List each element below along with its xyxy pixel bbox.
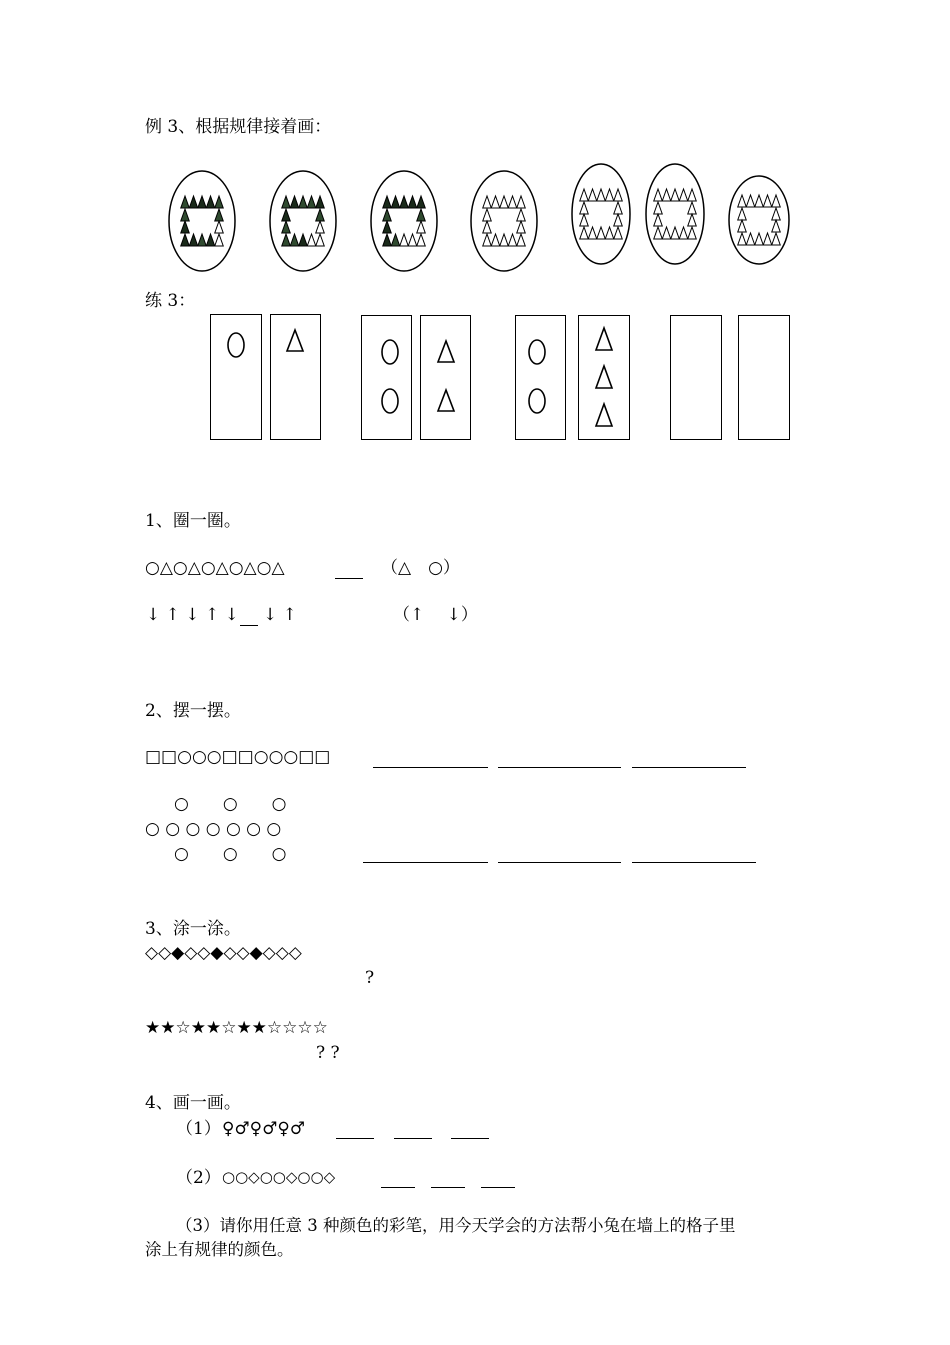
triangle-shape: [438, 390, 454, 411]
q4-item3-line2: 涂上有规律的颜色。: [145, 1240, 294, 1259]
q2-grid-middle: ○ ○ ○ ○ ○ ○ ○: [145, 819, 282, 839]
triangle-shape: [596, 404, 612, 426]
q1-row2-choices: （↑ ↓）: [393, 605, 478, 625]
q4-item1-sequence: ♀♂♀♂♀♂: [222, 1119, 305, 1139]
circle-shape: [228, 333, 244, 357]
example3-title: 例 3、根据规律接着画：: [145, 117, 332, 137]
triangle-shape: [596, 328, 612, 350]
q4-item2-blank-3[interactable]: [481, 1187, 515, 1188]
practice3-shapes: [0, 0, 950, 460]
q1-row2-answer-blank[interactable]: [240, 625, 258, 626]
q1-title: 1、圈一圈。: [145, 511, 241, 531]
q1-row2-sequence: ↓ ↑ ↓ ↑ ↓: [146, 605, 239, 625]
q3-row2-question-marks: ? ?: [316, 1043, 340, 1063]
q4-item1-label: （1）: [176, 1119, 221, 1139]
practice3-title: 练 3：: [145, 291, 196, 311]
q2-row1-blank-3[interactable]: [632, 767, 746, 768]
q2-grid-bottom: ○ ○ ○: [174, 844, 287, 864]
q2-row2-blank-3[interactable]: [632, 862, 756, 863]
q4-item3-line1: （3）请你用任意 3 种颜色的彩笔，用今天学会的方法帮小兔在墙上的格子里: [176, 1216, 736, 1235]
q3-row1-sequence: ◇◇◆◇◇◆◇◇◆◇◇◇: [145, 943, 302, 963]
q2-grid-top: ○ ○ ○: [174, 794, 287, 814]
q2-row1-sequence: □□○○○□□○○○□□: [145, 747, 331, 767]
triangle-shape: [438, 341, 454, 362]
q4-item2-blank-1[interactable]: [381, 1187, 415, 1188]
q1-row1-answer-blank[interactable]: [335, 578, 363, 579]
q2-row2-blank-1[interactable]: [363, 862, 488, 863]
circle-shape: [529, 340, 545, 364]
circle-shape: [382, 389, 398, 413]
q2-row2-blank-2[interactable]: [498, 862, 621, 863]
circle-shape: [382, 340, 398, 364]
q4-item1-blank-3[interactable]: [451, 1138, 489, 1139]
circle-shape: [529, 389, 545, 413]
q1-row1-choices: （△ ○）: [381, 558, 460, 578]
q2-title: 2、摆一摆。: [145, 701, 241, 721]
q2-row1-blank-1[interactable]: [373, 767, 488, 768]
q1-row2-tail: ↓ ↑: [263, 605, 297, 625]
q4-item2-sequence: ○○◇○○◇○○◇: [222, 1168, 336, 1186]
q1-row1-sequence: ○△○△○△○△○△: [145, 558, 285, 578]
q4-item2-blank-2[interactable]: [431, 1187, 465, 1188]
q4-title: 4、画一画。: [145, 1093, 241, 1113]
q4-item2-label: （2）: [176, 1168, 221, 1188]
q4-item1-blank-2[interactable]: [394, 1138, 432, 1139]
q4-item1-blank-1[interactable]: [336, 1138, 374, 1139]
q3-row1-question-mark: ?: [365, 968, 375, 988]
triangle-shape: [596, 366, 612, 388]
q2-row1-blank-2[interactable]: [498, 767, 621, 768]
q3-title: 3、涂一涂。: [145, 919, 241, 939]
q3-row2-sequence: ★★☆★★☆★★☆☆☆☆: [145, 1018, 328, 1038]
triangle-shape: [287, 330, 303, 351]
